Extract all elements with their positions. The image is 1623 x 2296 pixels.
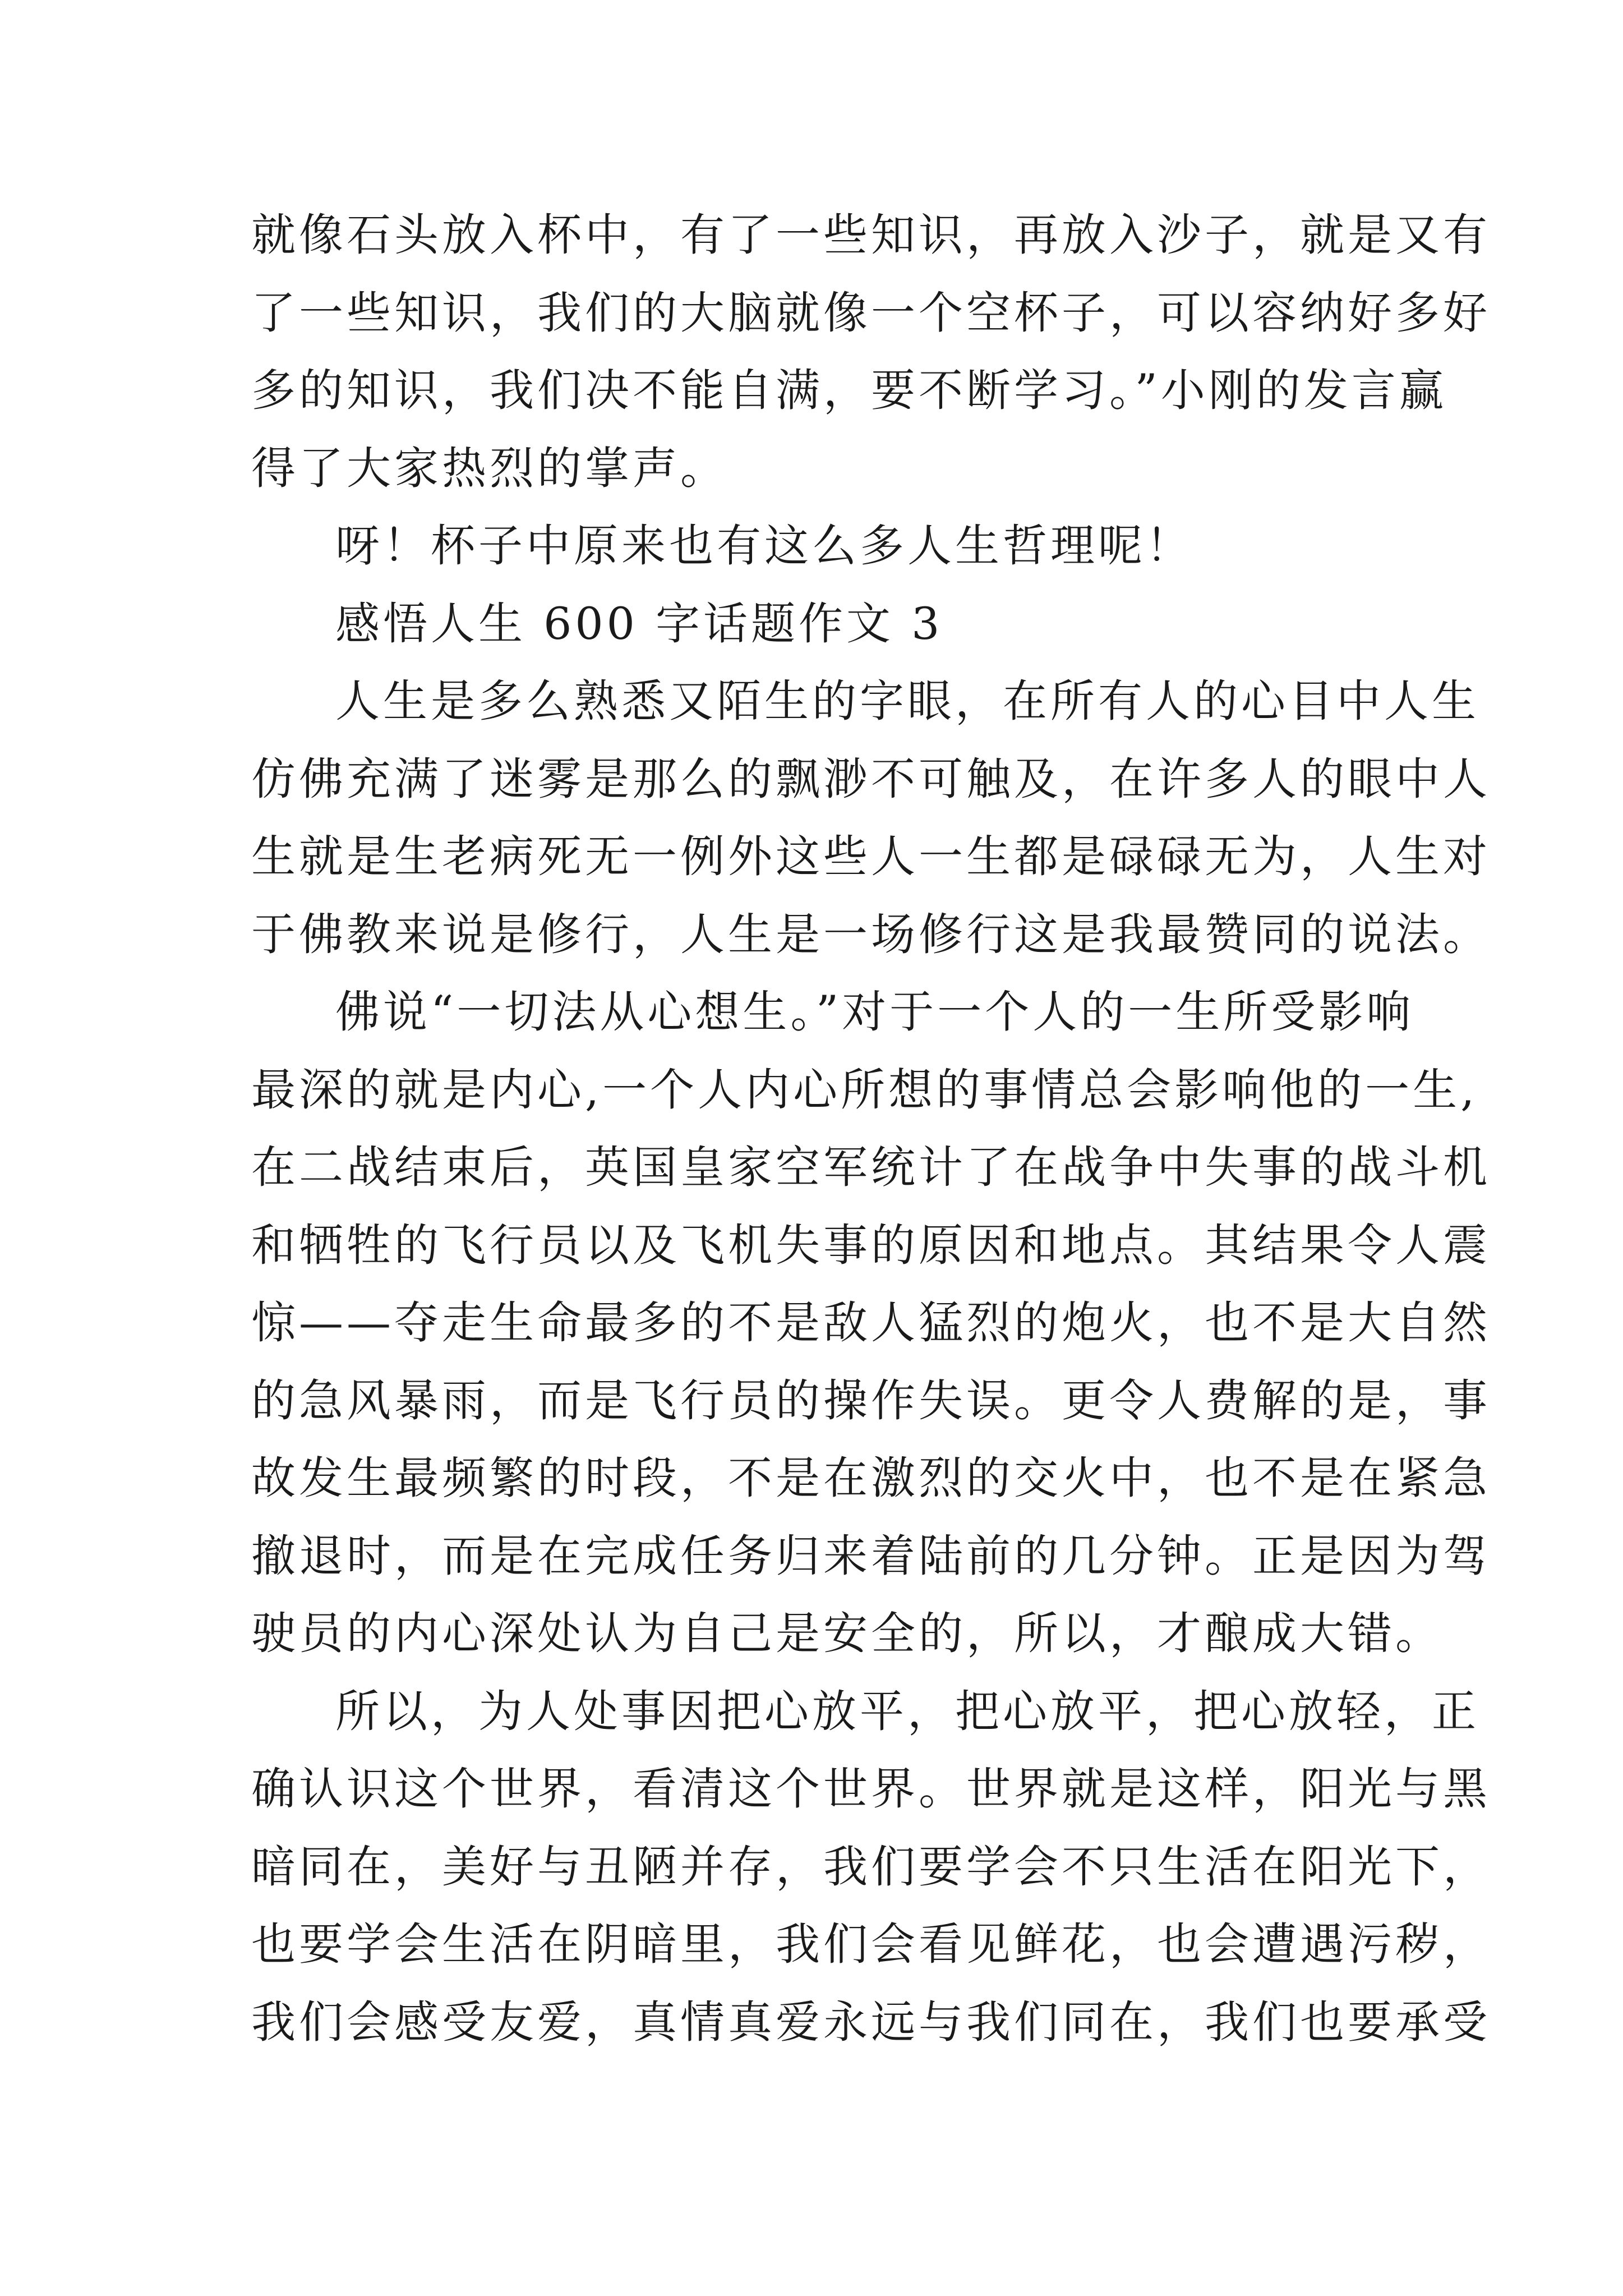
document-body (251, 196, 1491, 2061)
text-line: 多的知识，我们决不能自满，要不断学习。”小刚的发言赢 (251, 365, 1447, 416)
text-line: 驶员的内心深处认为自己是安全的，所以，才酿成大错。 (251, 1608, 1443, 1659)
paragraph-first-line: 佛说“一切法从心想生。”对于一个人的一生所受影响 (335, 986, 1414, 1038)
text-line: 最深的就是内心,一个人内心所想的事情总会影响他的一生, (251, 1064, 1478, 1116)
text-line: 惊——夺走生命最多的不是敌人猛烈的炮火，也不是大自然 (251, 1297, 1491, 1349)
text-line: 在二战结束后，英国皇家空军统计了在战争中失事的战斗机 (251, 1142, 1491, 1193)
text-line: 的急风暴雨，而是飞行员的操作失误。更令人费解的是，事 (251, 1374, 1491, 1427)
paragraph-first-line: 人生是多么熟悉又陌生的字眼，在所有人的心目中人生 (335, 675, 1479, 727)
paragraph-first-line: 呀！杯子中原来也有这么多人生哲理呢！ (335, 520, 1193, 572)
text-line: 得了大家热烈的掌声。 (251, 442, 728, 494)
text-line: 于佛教来说是修行，人生是一场修行这是我最赞同的说法。 (251, 908, 1491, 960)
paragraph-first-line: 所以，为人处事因把心放平，把心放平，把心放轻，正 (335, 1685, 1479, 1737)
text-line: 和牺牲的飞行员以及飞机失事的原因和地点。其结果令人震 (251, 1219, 1491, 1271)
text-line: 就像石头放入杯中，有了一些知识，再放入沙子，就是又有 (251, 209, 1491, 261)
text-line: 确认识这个世界，看清这个世界。世界就是这样，阳光与黑 (251, 1763, 1491, 1815)
text-line: 也要学会生活在阴暗里，我们会看见鲜花，也会遭遇污秽， (251, 1918, 1491, 1970)
text-line: 生就是生老病死无一例外这些人一生都是碌碌无为，人生对 (251, 831, 1491, 882)
section-heading: 感悟人生 600 字话题作文 3 (335, 597, 943, 650)
text-line: 了一些知识，我们的大脑就像一个空杯子，可以容纳好多好 (251, 287, 1491, 339)
text-line: 故发生最频繁的时段，不是在激烈的交火中，也不是在紧急 (251, 1452, 1491, 1504)
text-line: 暗同在，美好与丑陋并存，我们要学会不只生活在阳光下， (251, 1841, 1491, 1893)
text-line: 我们会感受友爱，真情真爱永远与我们同在，我们也要承受 (251, 1996, 1491, 2048)
text-line: 仿佛充满了迷雾是那么的飘渺不可触及，在许多人的眼中人 (251, 753, 1491, 805)
text-line: 撤退时，而是在完成任务归来着陆前的几分钟。正是因为驾 (251, 1530, 1491, 1582)
